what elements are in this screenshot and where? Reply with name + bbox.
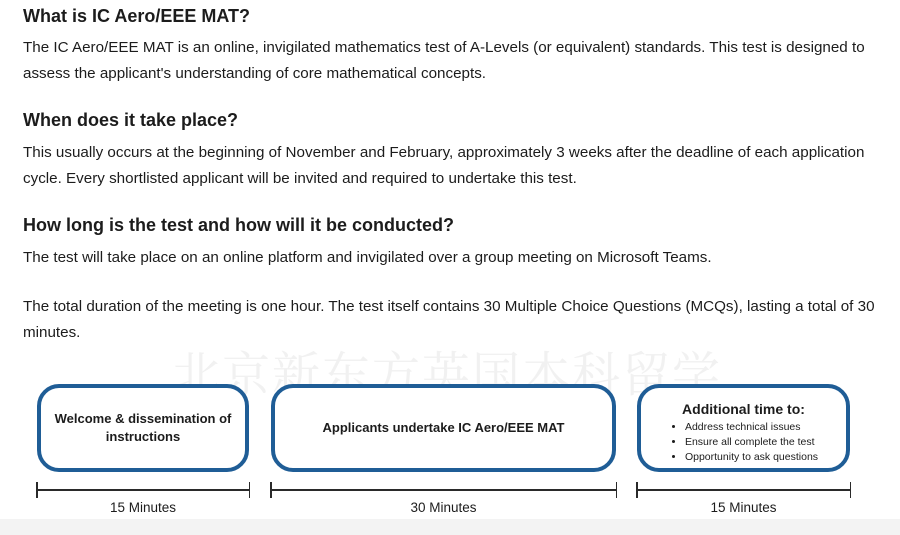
additional-time-item: • Opportunity to ask questions xyxy=(685,450,818,465)
welcome-box-label: Welcome & dissemination of instructions xyxy=(54,411,232,444)
test-box-label: Applicants undertake IC Aero/EEE MAT xyxy=(322,420,565,435)
duration-label: 15 Minutes xyxy=(109,500,177,515)
test-box xyxy=(271,384,616,472)
additional-time-item: • Ensure all complete the test xyxy=(685,435,818,450)
additional-time-box xyxy=(637,384,850,472)
paragraph-how-long-2: The total duration of the meeting is one hour. The test itself contains 30 Multiple Choice Questions (MCQs), lasting a total of 30 minutes. xyxy=(23,298,875,341)
heading-what-is: What is IC Aero/EEE MAT? xyxy=(23,6,251,26)
paragraph-when: This usually occurs at the beginning of November and February, approximately 3 weeks after the deadline of each application cycle. Every shortlisted applicant will be invited and required to undertake this test. xyxy=(23,144,865,187)
duration-label: 15 Minutes xyxy=(710,500,777,515)
timeline-tick xyxy=(270,482,272,498)
paragraph-what-is: The IC Aero/EEE MAT is an online, invigilated mathematics test of A-Levels (or equivalent) standards. This test is designed to assess the applicant's understanding of core mathematical concepts. xyxy=(23,39,865,82)
additional-time-item: • Address technical issues xyxy=(685,420,818,435)
timeline-line xyxy=(36,489,250,491)
timeline-line xyxy=(636,489,851,491)
heading-how-long: How long is the test and how will it be conducted? xyxy=(23,215,455,235)
additional-time-title: Additional time to: xyxy=(682,401,805,417)
timeline-tick xyxy=(36,482,38,498)
timeline-tick xyxy=(636,482,638,498)
watermark-text: 北京新东方英国本科留学 xyxy=(171,347,722,403)
timeline-tick xyxy=(850,482,852,498)
welcome-box xyxy=(37,384,249,472)
timeline-test xyxy=(270,482,617,522)
timeline-line xyxy=(270,489,617,491)
timeline-tick xyxy=(249,482,251,498)
duration-label: 30 Minutes xyxy=(410,500,477,515)
timeline-additional xyxy=(636,482,851,522)
heading-when: When does it take place? xyxy=(23,110,239,130)
additional-time-list xyxy=(669,420,818,465)
bottom-strip xyxy=(0,519,900,535)
timeline-tick xyxy=(616,482,618,498)
paragraph-how-long-1: The test will take place on an online platform and invigilated over a group meeting on Microsoft Teams. xyxy=(23,249,712,266)
timeline-welcome xyxy=(36,482,250,522)
